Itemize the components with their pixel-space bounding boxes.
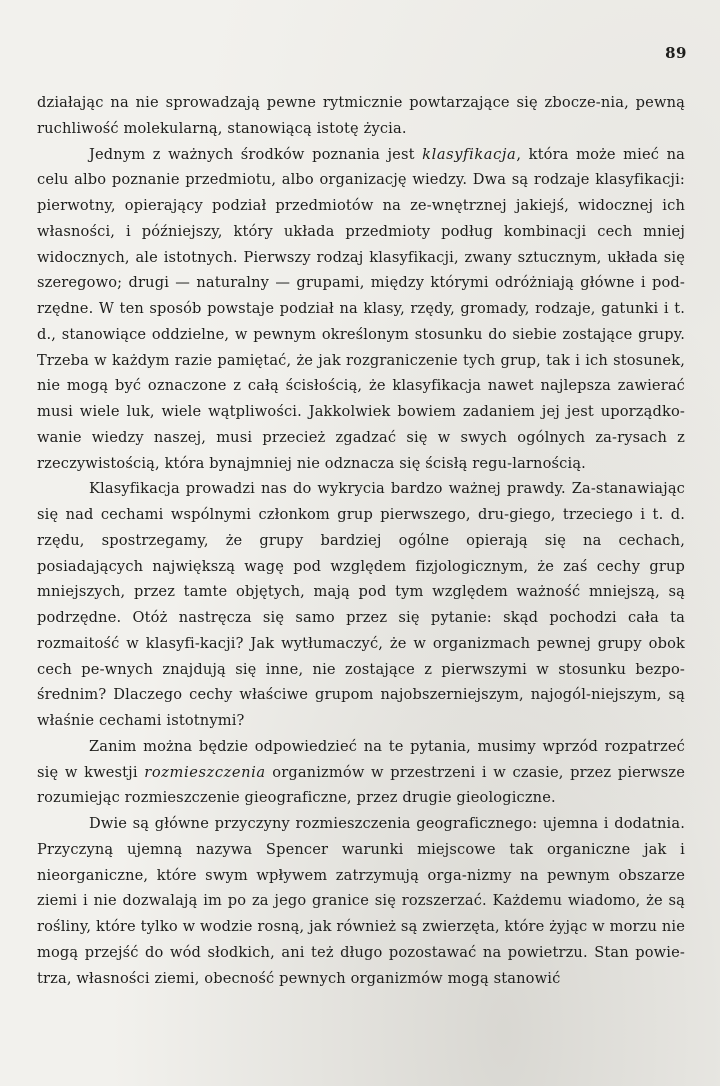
paragraph-text: Klasyfikacja prowadzi nas do wykrycia bardzo ważnej prawdy. Za-stanawiając się nad cechami wspólnymi członkom grup pierwszego, dru-giego, trzeciego i t. d. rzędu, spostrzegamy, że grupy bardziej ogólne opierają się na cechach, posiadających największą wagę pod względem fizjologicznym, że zaś cechy grup mniejszych, przez tamte objętych, mają pod tym względem ważność mniejszą, są podrzędne. Otóż nastręcza się samo przez się pytanie: skąd pochodzi cała ta rozmaitość w klasyfi-kacji? Jak wytłumaczyć, że w organizmach pewnej grupy obok cech pe-wnych znajdują się inne, nie zostające z pierwszymi w stosunku bezpo-średnim? Dlaczego cechy właściwe grupom najobszerniejszym, najogól-niejszym, są właśnie cechami istotnymi? [37,480,685,729]
paragraph-text: działając na nie sprowadzają pewne rytmicznie powtarzające się zbocze-nia, pewną ruchliwość molekularną, stanowiącą istotę życia. [37,94,685,137]
paragraph [37,90,685,142]
page-number: 89 [665,44,687,62]
italic-term: rozmieszczenia [144,763,266,781]
paragraph-text: , która może mieć na celu albo poznanie przedmiotu, albo organizację wiedzy. Dwa są rodzaje klasyfikacji: pierwotny, opierający podział przedmiotów na ze-wnętrznej jakiejś, widocznej ich własności, i późniejszy, który układa przedmioty podług kombinacji cech mniej widocznych, ale istotnych. Pierwszy rodzaj klasyfikacji, zwany sztucznym, układa się szeregowo; drugi — naturalny — grupami, między którymi odróżniają główne i pod-rzędne. W ten sposób powstaje podział na klasy, rzędy, gromady, rodzaje, gatunki i t. d., stanowiące oddzielne, w pewnym określonym stosunku do siebie zostające grupy. Trzeba w każdym razie pamiętać, że jak rozgraniczenie tych grup, tak i ich stosunek, nie mogą być oznaczone z całą ścisłością, że klasyfikacja nawet najlepsza zawierać musi wiele luk, wiele wątpliwości. Jakkolwiek bowiem zadaniem jej jest uporządko-wanie wiedzy naszej, musi przecież zgadzać się w swych ogólnych za-rysach z rzeczywistością, która bynajmniej nie odznacza się ścisłą regu-larnością. [37,145,685,472]
paragraph [37,142,685,477]
paragraph-text: Jednym z ważnych środków poznania jest [89,145,423,163]
italic-term: klasyfikacja [422,145,517,163]
paragraph [37,811,685,991]
paragraph-text: Dwie są główne przyczyny rozmieszczenia geograficznego: ujemna i dodatnia. Przyczyną ujemną nazywa Spencer warunki miejscowe tak organiczne jak i nieorganiczne, które swym wpływem zatrzymują orga-nizmy na pewnym obszarze ziemi i nie dozwalają im po za jego granice się rozszerzać. Każdemu wiadomo, że są rośliny, które tylko w wodzie rosną, jak również są zwierzęta, które żyjąc w morzu nie mogą przejść do wód słodkich, ani też długo pozostawać na powietrzu. Stan powie-trza, własności ziemi, obecność pewnych organizmów mogą stanowić [37,815,685,987]
paragraph-text: organizmów w przestrzeni i w czasie, przez pierwsze rozumiejąc rozmieszczenie gieograficzne, przez drugie gieologiczne. [37,763,685,807]
paragraph-text: Zanim można będzie odpowiedzieć na te pytania, musimy wprzód rozpatrzeć się w kwestji [37,737,685,781]
body-text [37,90,685,991]
paragraph [37,734,685,811]
paragraph [37,476,685,734]
